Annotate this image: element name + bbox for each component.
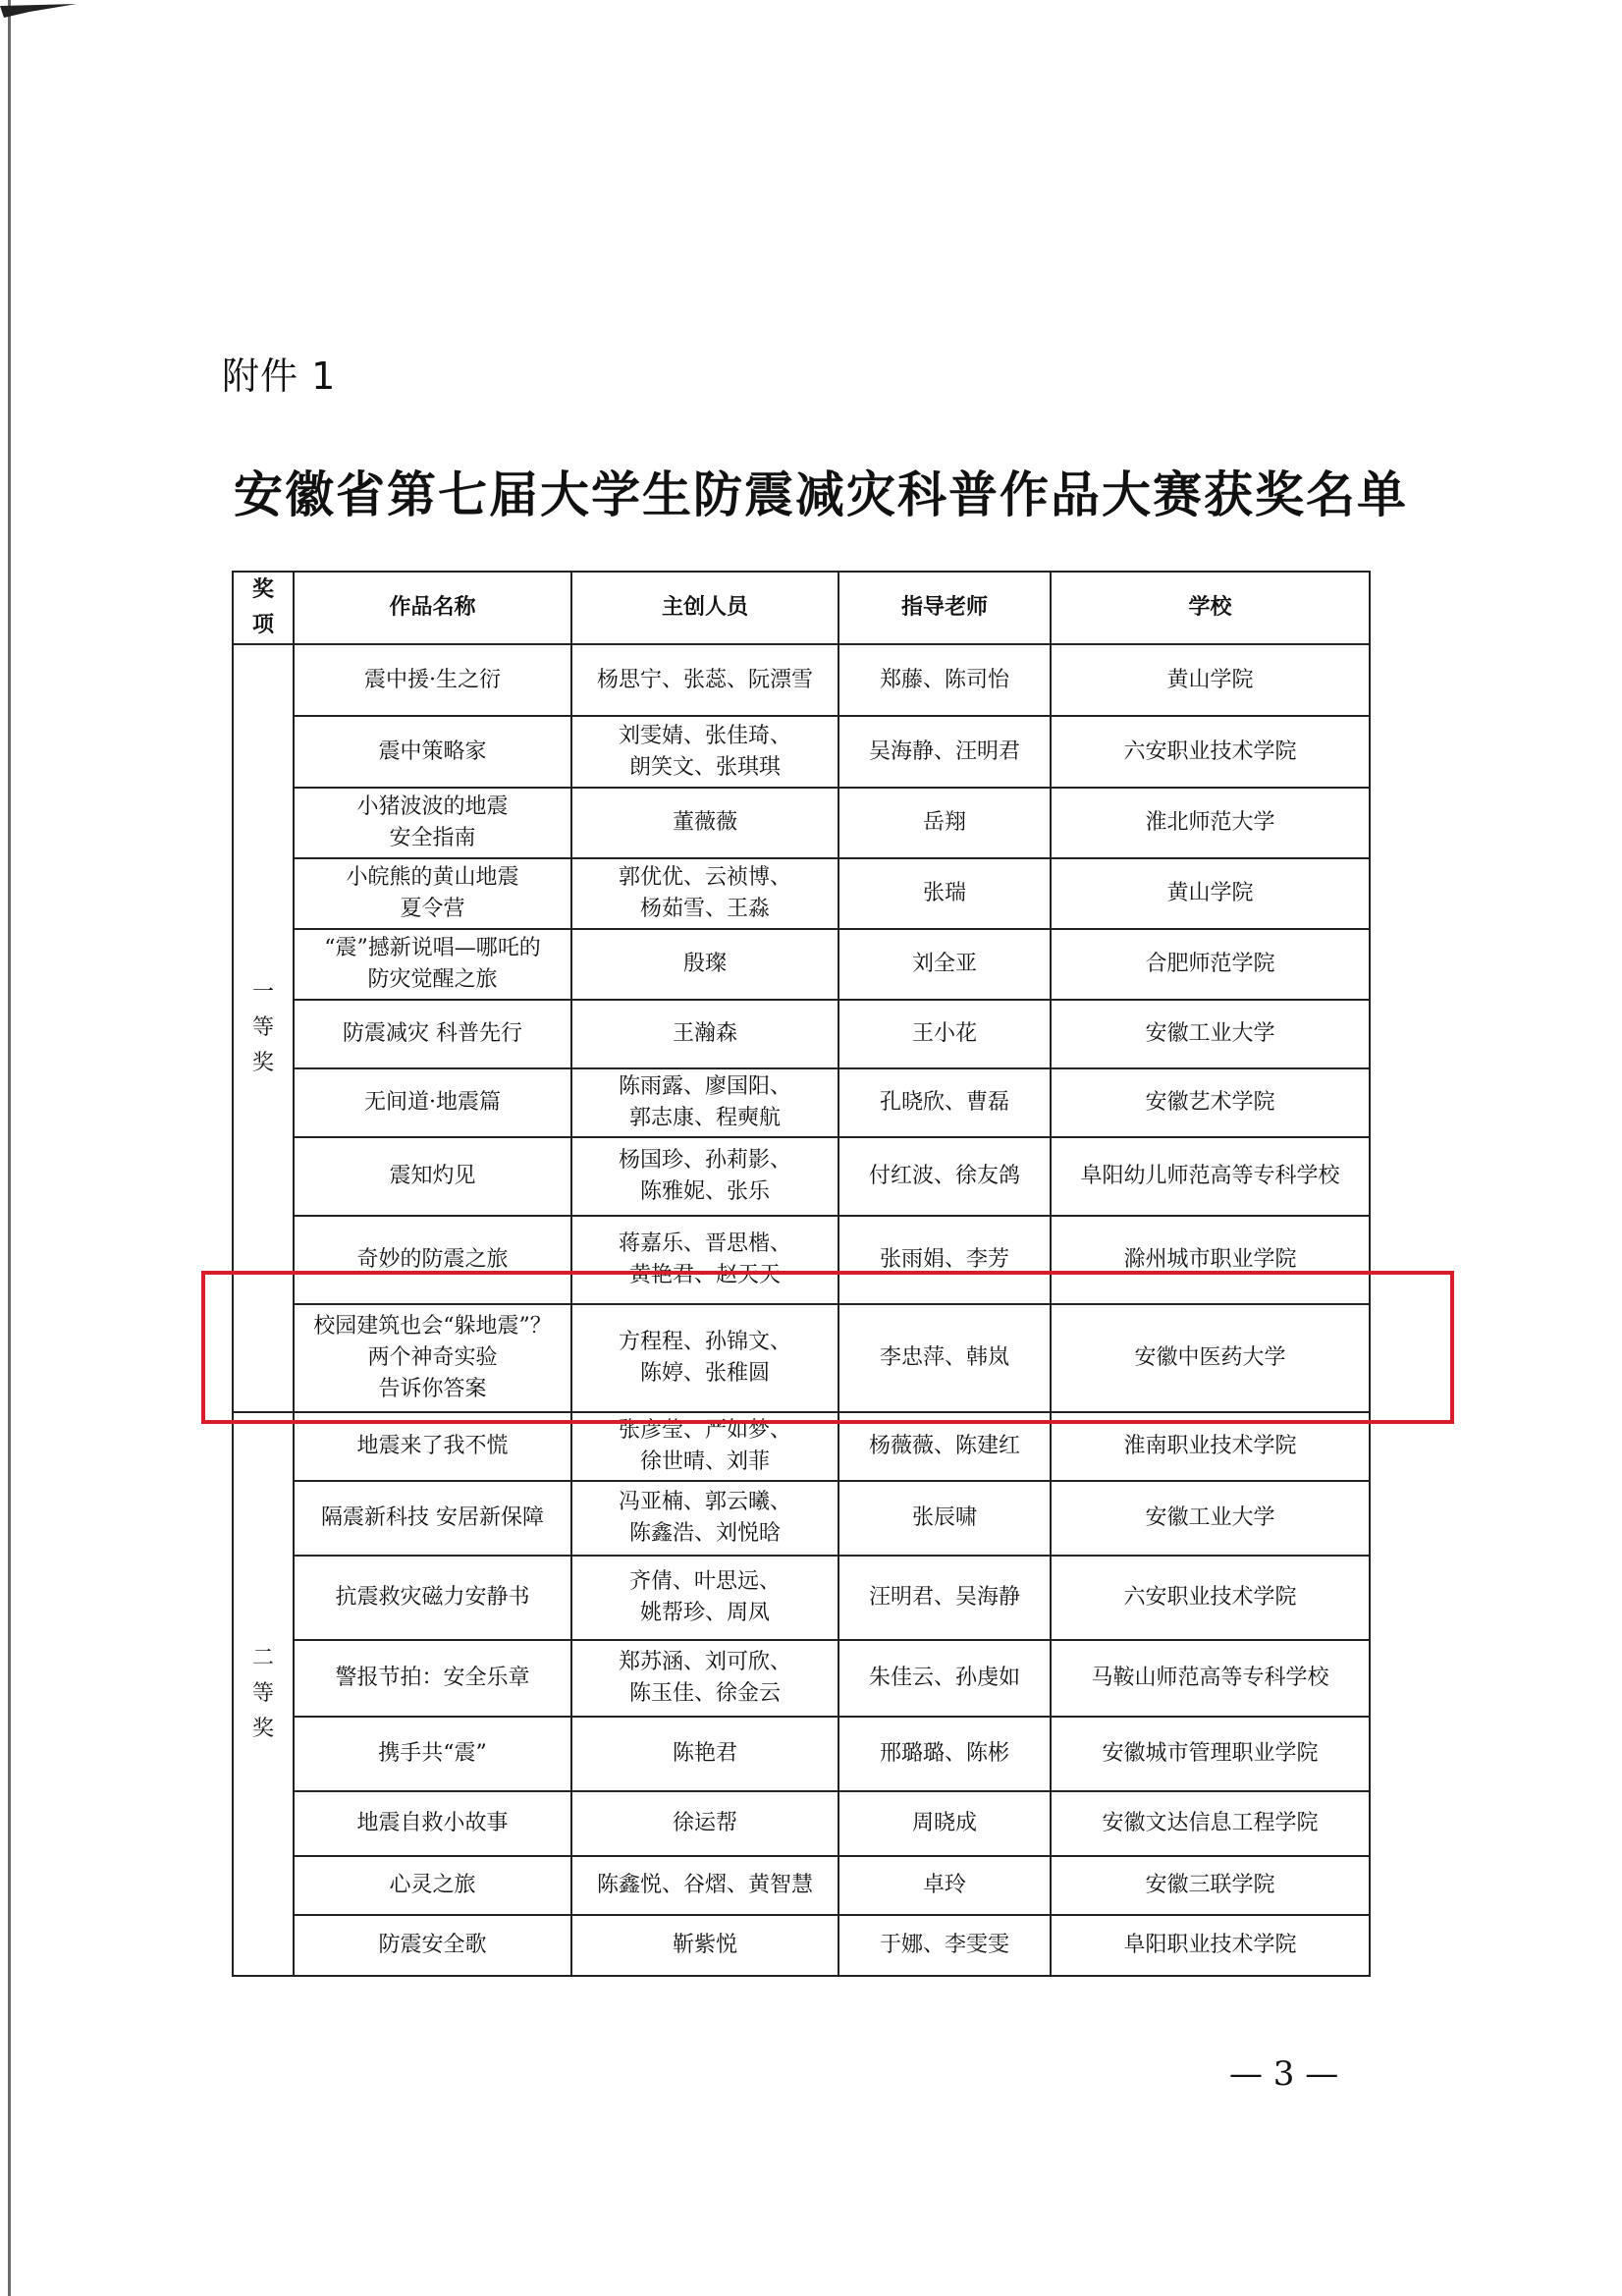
cell-advisors: 邢璐璐、陈彬 [838, 1717, 1051, 1791]
cell-school: 合肥师范学院 [1051, 929, 1370, 1000]
cell-school: 六安职业技术学院 [1051, 1556, 1370, 1640]
cell-creators: 陈雨露、廖国阳、 郭志康、程奭航 [571, 1068, 838, 1137]
cell-advisors: 吴海静、汪明君 [838, 716, 1051, 788]
table-row [233, 1481, 1370, 1556]
cell-work-title: 小猪波波的地震 安全指南 [294, 788, 571, 858]
table-row [233, 1556, 1370, 1640]
cell-advisors: 周晓成 [838, 1791, 1051, 1856]
cell-work-title: 隔震新科技 安居新保障 [294, 1481, 571, 1556]
cell-advisors: 汪明君、吴海静 [838, 1556, 1051, 1640]
header-award: 奖项 [233, 572, 294, 644]
cell-work-title: 小皖熊的黄山地震 夏令营 [294, 858, 571, 929]
table-row [233, 929, 1370, 1000]
cell-school: 淮北师范大学 [1051, 788, 1370, 858]
cell-school: 淮南职业技术学院 [1051, 1412, 1370, 1481]
cell-school: 安徽三联学院 [1051, 1856, 1370, 1915]
cell-creators: 冯亚楠、郭云曦、 陈鑫浩、刘悦晗 [571, 1481, 838, 1556]
cell-advisors: 李忠萍、韩岚 [838, 1304, 1051, 1412]
cell-advisors: 于娜、李雯雯 [838, 1915, 1051, 1976]
table-row [233, 1000, 1370, 1068]
cell-work-title: 抗震救灾磁力安静书 [294, 1556, 571, 1640]
cell-work-title: 防震安全歌 [294, 1915, 571, 1976]
cell-advisors: 卓玲 [838, 1856, 1051, 1915]
cell-school: 安徽艺术学院 [1051, 1068, 1370, 1137]
cell-creators: 陈艳君 [571, 1717, 838, 1791]
table-row [233, 858, 1370, 929]
table-row [233, 1856, 1370, 1915]
annex-label: 附件 1 [222, 355, 337, 398]
table-row [233, 1915, 1370, 1976]
table-row [233, 1137, 1370, 1216]
cell-school: 安徽工业大学 [1051, 1481, 1370, 1556]
award-group-first-prize: 一等奖 [233, 644, 294, 1412]
highlight-box [201, 1271, 1454, 1424]
table-row [233, 788, 1370, 858]
cell-school: 安徽工业大学 [1051, 1000, 1370, 1068]
cell-advisors: 张辰啸 [838, 1481, 1051, 1556]
table-row [233, 1717, 1370, 1791]
header-advisors: 指导老师 [838, 572, 1051, 644]
cell-school: 阜阳职业技术学院 [1051, 1915, 1370, 1976]
cell-work-title: 防震减灾 科普先行 [294, 1000, 571, 1068]
table-row [233, 1640, 1370, 1717]
cell-work-title: 警报节拍：安全乐章 [294, 1640, 571, 1717]
header-creators: 主创人员 [571, 572, 838, 644]
cell-creators: 杨国珍、孙莉影、 陈雅妮、张乐 [571, 1137, 838, 1216]
table-row [233, 1791, 1370, 1856]
cell-creators: 郑苏涵、刘可欣、 陈玉佳、徐金云 [571, 1640, 838, 1717]
cell-school: 安徽中医药大学 [1051, 1304, 1370, 1412]
cell-work-title: 震中援·生之衍 [294, 644, 571, 716]
cell-school: 安徽城市管理职业学院 [1051, 1717, 1370, 1791]
cell-school: 六安职业技术学院 [1051, 716, 1370, 788]
cell-advisors: 岳翔 [838, 788, 1051, 858]
cell-advisors: 杨薇薇、陈建红 [838, 1412, 1051, 1481]
table-row [233, 1068, 1370, 1137]
cell-work-title: 校园建筑也会“躲地震”？ 两个神奇实验 告诉你答案 [294, 1304, 571, 1412]
header-school: 学校 [1051, 572, 1370, 644]
cell-advisors: 张瑞 [838, 858, 1051, 929]
cell-school: 滁州城市职业学院 [1051, 1216, 1370, 1304]
cell-work-title: 震中策略家 [294, 716, 571, 788]
header-work-title: 作品名称 [294, 572, 571, 644]
cell-work-title: 无间道·地震篇 [294, 1068, 571, 1137]
table-row [233, 644, 1370, 716]
cell-work-title: 携手共“震” [294, 1717, 571, 1791]
cell-work-title: 地震来了我不慌 [294, 1412, 571, 1481]
cell-school: 黄山学院 [1051, 858, 1370, 929]
cell-work-title: 奇妙的防震之旅 [294, 1216, 571, 1304]
scan-mark [0, 4, 79, 18]
cell-creators: 徐运帮 [571, 1791, 838, 1856]
award-group-second-prize: 二等奖 [233, 1412, 294, 1976]
table-row [233, 716, 1370, 788]
cell-advisors: 刘全亚 [838, 929, 1051, 1000]
cell-creators: 方程程、孙锦文、 陈婷、张稚圆 [571, 1304, 838, 1412]
cell-work-title: “震”撼新说唱—哪吒的 防灾觉醒之旅 [294, 929, 571, 1000]
cell-advisors: 朱佳云、孙虔如 [838, 1640, 1051, 1717]
cell-advisors: 孔晓欣、曹磊 [838, 1068, 1051, 1137]
cell-creators: 刘雯婧、张佳琦、 朗笑文、张琪琪 [571, 716, 838, 788]
table-header-row [233, 572, 1370, 644]
cell-school: 阜阳幼儿师范高等专科学校 [1051, 1137, 1370, 1216]
cell-work-title: 震知灼见 [294, 1137, 571, 1216]
cell-work-title: 地震自救小故事 [294, 1791, 571, 1856]
cell-creators: 陈鑫悦、谷熠、黄智慧 [571, 1856, 838, 1915]
cell-advisors: 付红波、徐友鸽 [838, 1137, 1051, 1216]
page-number: — 3 — [1229, 2054, 1339, 2094]
cell-school: 马鞍山师范高等专科学校 [1051, 1640, 1370, 1717]
cell-creators: 杨思宁、张蕊、阮漂雪 [571, 644, 838, 716]
cell-work-title: 心灵之旅 [294, 1856, 571, 1915]
cell-school: 黄山学院 [1051, 644, 1370, 716]
scan-edge-line [8, 0, 11, 2296]
cell-creators: 张彦莹、严如梦、 徐世晴、刘菲 [571, 1412, 838, 1481]
cell-creators: 蒋嘉乐、晋思楷、 黄艳君、赵天天 [571, 1216, 838, 1304]
cell-creators: 董薇薇 [571, 788, 838, 858]
cell-creators: 靳紫悦 [571, 1915, 838, 1976]
cell-advisors: 郑藤、陈司怡 [838, 644, 1051, 716]
cell-advisors: 张雨娟、李芳 [838, 1216, 1051, 1304]
document-title: 安徽省第七届大学生防震减灾科普作品大赛获奖名单 [234, 465, 1408, 523]
cell-advisors: 王小花 [838, 1000, 1051, 1068]
cell-creators: 郭优优、云祯博、 杨茹雪、王淼 [571, 858, 838, 929]
cell-creators: 王瀚森 [571, 1000, 838, 1068]
cell-school: 安徽文达信息工程学院 [1051, 1791, 1370, 1856]
cell-creators: 齐倩、叶思远、 姚帮珍、周凤 [571, 1556, 838, 1640]
cell-creators: 殷璨 [571, 929, 838, 1000]
